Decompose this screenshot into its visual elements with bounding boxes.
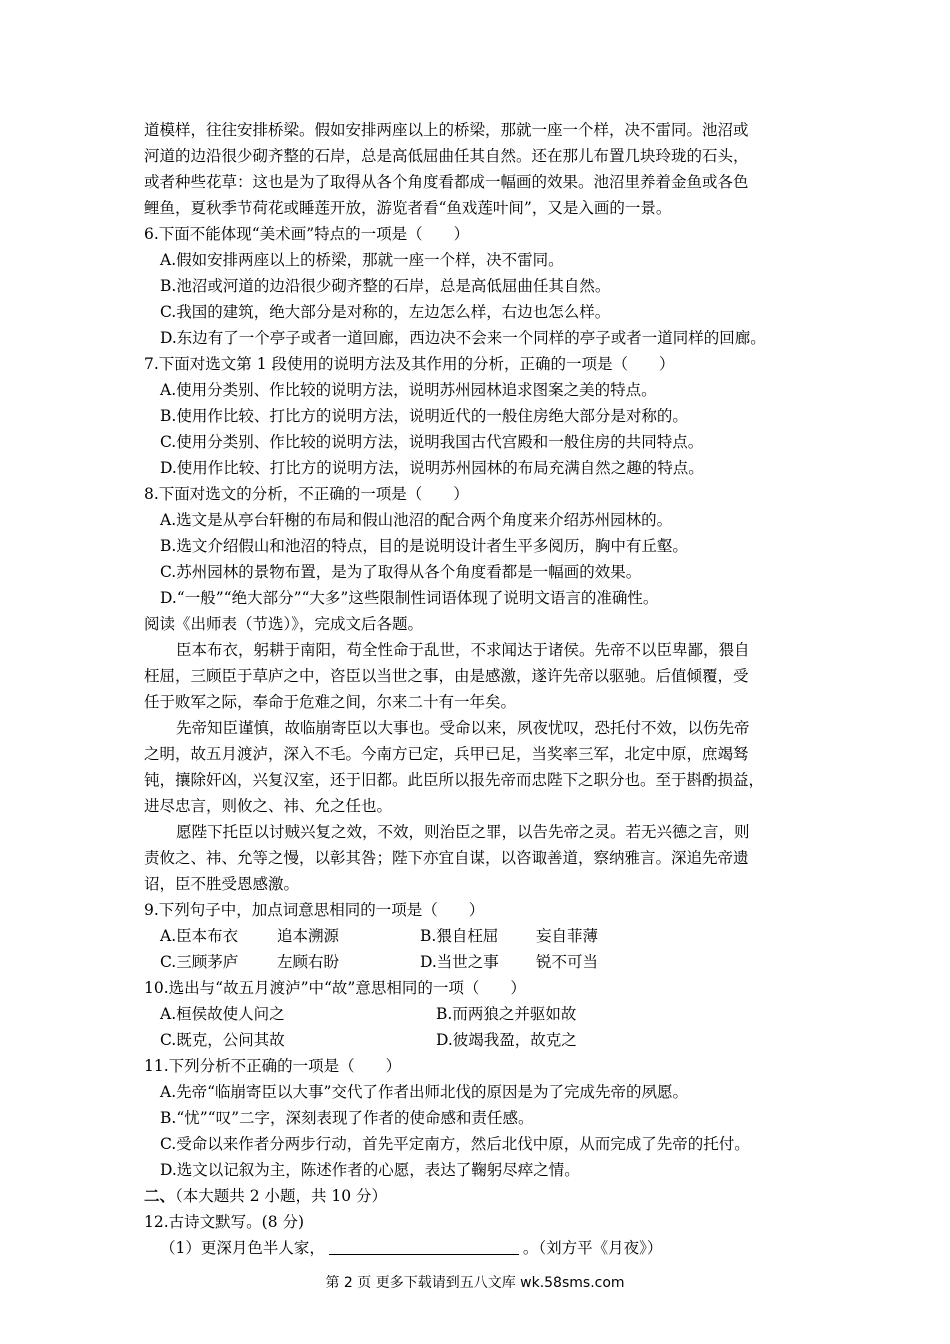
- question-9-option-b1: B.猥自枉屈: [420, 927, 499, 945]
- question-9-option-d2: 锐不可当: [536, 953, 599, 971]
- question-9-option-c2: 左顾右盼: [277, 953, 340, 971]
- question-6-stem: 6.下面不能体现“美术画”特点的一项是（ ）: [144, 225, 470, 243]
- question-6-option-c: C.我国的建筑，绝大部分是对称的，左边怎么样，右边也怎么样。: [160, 303, 611, 321]
- section-2-heading: [144, 1184, 810, 1208]
- question-6-option-d: D.东边有了一个亭子或者一道回廊，西边决不会来一个同样的亭子或者一道同样的回廊。: [160, 329, 766, 347]
- question-7-option-b: B.使用作比较、打比方的说明方法，说明近代的一般住房绝大部分是对称的。: [160, 407, 688, 425]
- chushibiao-line: 诏，臣不胜受恩感激。: [144, 875, 300, 893]
- passage-line: 或者种些花草：这也是为了取得从各个角度看都成一幅画的效果。池沼里养着金鱼或各色: [144, 173, 749, 191]
- question-11-option-d: D.选文以记叙为主，陈述作者的心愿，表达了鞠躬尽瘁之情。: [160, 1161, 580, 1179]
- question-9-option-c1: C.三顾茅庐: [160, 953, 239, 971]
- question-12-item-1-pre: （1）更深月色半人家，: [160, 1239, 325, 1257]
- reading-intro: 阅读《出师表（节选）》，完成文后各题。: [144, 615, 424, 633]
- question-6-option-b: B.池沼或河道的边沿很少砌齐整的石岸，总是高低屈曲任其自然。: [160, 277, 611, 295]
- chushibiao-line: 责攸之、祎、允等之慢，以彰其咎；陛下亦宜自谋，以咨诹善道，察纳雅言。深追先帝遗: [144, 849, 749, 867]
- question-12-stem: 12.古诗文默写。(8 分): [144, 1213, 305, 1231]
- section-2-desc: （本大题共 2 小题，共 10 分）: [175, 1187, 388, 1205]
- chushibiao-line: 臣本布衣，躬耕于南阳，苟全性命于乱世，不求闻达于诸侯。先帝不以臣卑鄙，猥自: [176, 641, 750, 659]
- question-10-option-d: D.彼竭我盈，故克之: [436, 1031, 577, 1049]
- question-8-option-d: D.“一般”“绝大部分”“大多”这些限制性词语体现了说明文语言的准确性。: [160, 589, 659, 607]
- question-8-option-c: C.苏州园林的景物布置，是为了取得从各个角度看都是一幅画的效果。: [160, 563, 642, 581]
- chushibiao-line: 之明，故五月渡泸，深入不毛。今南方已定，兵甲已足，当奖率三军，北定中原，庶竭驽: [144, 745, 749, 763]
- question-7-option-a: A.使用分类别、作比较的说明方法，说明苏州园林追求图案之美的特点。: [160, 381, 657, 399]
- chushibiao-line: 进尽忠言，则攸之、祎、允之任也。: [144, 797, 393, 815]
- question-9-option-d1: D.当世之事: [420, 953, 499, 971]
- chushibiao-line: 枉屈，三顾臣于草庐之中，咨臣以当世之事，由是感激，遂许先帝以驱驰。后值倾覆，受: [144, 667, 749, 685]
- section-2-number: 二、: [144, 1186, 176, 1205]
- passage-line: 鲤鱼，夏秋季节荷花或睡莲开放，游览者看“鱼戏莲叶间”，又是入画的一景。: [144, 199, 672, 217]
- page-footer: 第 2 页 更多下载请到五八文库 wk.58sms.com: [325, 1275, 625, 1291]
- question-12-item-1: [160, 1236, 826, 1260]
- chushibiao-line: 先帝知臣谨慎，故临崩寄臣以大事也。受命以来，夙夜忧叹，恐托付不效，以伤先帝: [176, 719, 750, 737]
- question-11-option-b: B.“忧”“叹”二字，深刻表现了作者的使命感和责任感。: [160, 1109, 534, 1127]
- chushibiao-line: 任于败军之际，奉命于危难之间，尔来二十有一年矣。: [144, 693, 517, 711]
- chushibiao-line: 愿陛下托臣以讨贼兴复之效，不效，则治臣之罪，以告先帝之灵。若无兴德之言，则: [176, 823, 750, 841]
- answer-blank[interactable]: [329, 1238, 519, 1255]
- question-9-option-b2: 妄自菲薄: [536, 927, 599, 945]
- chushibiao-line: 钝，攘除奸凶，兴复汉室，还于旧都。此臣所以报先帝而忠陛下之职分也。至于斟酌损益，: [144, 771, 765, 789]
- passage-line: 道模样，往往安排桥梁。假如安排两座以上的桥梁，那就一座一个样，决不雷同。池沼或: [144, 121, 749, 139]
- question-7-stem: 7.下面对选文第 1 段使用的说明方法及其作用的分析，正确的一项是（ ）: [144, 355, 675, 373]
- question-6-option-a: A.假如安排两座以上的桥梁，那就一座一个样，决不雷同。: [160, 251, 564, 269]
- question-9-option-a2: 追本溯源: [277, 927, 340, 945]
- question-8-option-b: B.选文介绍假山和池沼的特点，目的是说明设计者生平多阅历，胸中有丘壑。: [160, 537, 688, 555]
- question-8-stem: 8.下面对选文的分析，不正确的一项是（ ）: [144, 485, 469, 503]
- question-10-option-b: B.而两狼之并驱如故: [436, 1005, 577, 1023]
- passage-line: 河道的边沿很少砌齐整的石岸，总是高低屈曲任其自然。还在那儿布置几块玲珑的石头，: [144, 147, 749, 165]
- question-11-option-c: C.受命以来作者分两步行动，首先平定南方，然后北伐中原，从而完成了先帝的托付。: [160, 1135, 750, 1153]
- question-11-option-a: A.先帝“临崩寄臣以大事”交代了作者出师北伐的原因是为了完成先帝的夙愿。: [160, 1083, 688, 1101]
- question-7-option-d: D.使用作比较、打比方的说明方法，说明苏州园林的布局充满自然之趣的特点。: [160, 459, 704, 477]
- question-10-option-a: A.桓侯故使人问之: [160, 1005, 285, 1023]
- question-8-option-a: A.选文是从亭台轩榭的布局和假山池沼的配合两个角度来介绍苏州园林的。: [160, 511, 673, 529]
- question-7-option-c: C.使用分类别、作比较的说明方法，说明我国古代宫殿和一般住房的共同特点。: [160, 433, 704, 451]
- question-9-option-a1: A.臣本布衣: [160, 927, 239, 945]
- question-11-stem: 11.下列分析不正确的一项是（ ）: [144, 1057, 402, 1075]
- question-10-stem: 10.选出与“故五月渡泸”中“故”意思相同的一项（ ）: [144, 979, 526, 997]
- question-9-stem: 9.下列句子中，加点词意思相同的一项是（ ）: [144, 901, 485, 919]
- question-10-option-c: C.既克，公问其故: [160, 1031, 285, 1049]
- question-12-item-1-post: 。（刘方平《月夜》）: [522, 1239, 663, 1257]
